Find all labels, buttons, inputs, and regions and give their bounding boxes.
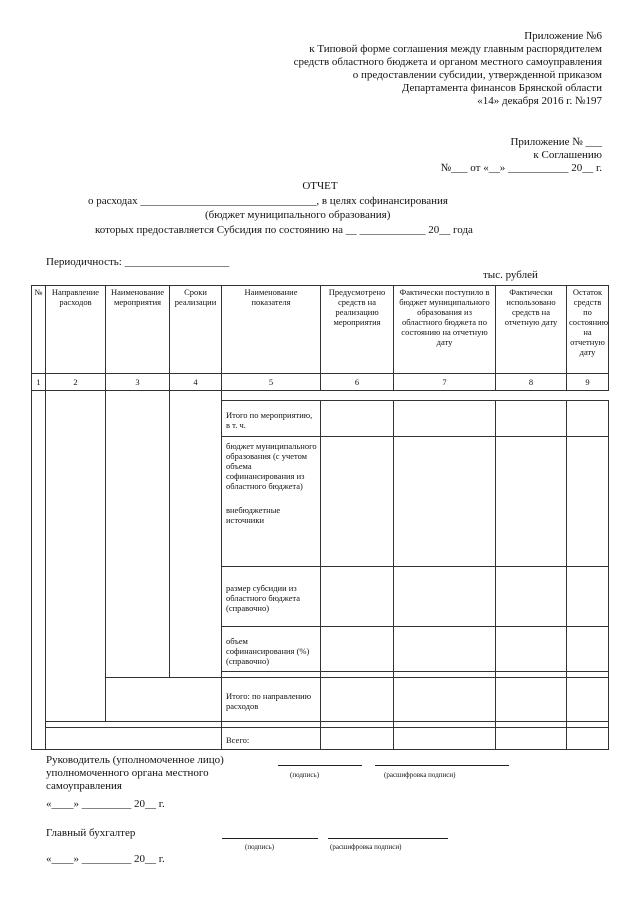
col-header: Направление расходов: [46, 286, 106, 374]
data-cell[interactable]: [394, 437, 496, 567]
signature-text: Руководитель (уполномоченное лицо): [46, 754, 224, 766]
data-cell[interactable]: [321, 627, 394, 672]
head-signature-label: [46, 754, 286, 793]
data-cell[interactable]: [567, 437, 609, 567]
col-header: Фактически поступило в бюджет муниципального образования из областного бюджета по состоянию на отчетную дату: [394, 286, 496, 374]
sign-caption: (подпись): [245, 843, 275, 851]
decode-caption: (расшифровка подписи): [384, 771, 456, 779]
header-line: о предоставлении субсидии, утвержденной приказом: [352, 69, 602, 81]
decode-caption: (расшифровка подписи): [330, 843, 402, 851]
data-cell[interactable]: [496, 567, 567, 627]
data-cell[interactable]: [394, 567, 496, 627]
table-row: [32, 728, 609, 750]
title-caption: (бюджет муниципального образования): [205, 209, 391, 221]
indicator-grand-total: Всего:: [222, 728, 321, 750]
accountant-label: Главный бухгалтер: [46, 827, 136, 839]
accountant-decode-line[interactable]: [328, 838, 448, 839]
sign-caption: (подпись): [290, 771, 320, 779]
data-cell[interactable]: [567, 567, 609, 627]
col-header: Предусмотрено средств на реализацию мероприятия: [321, 286, 394, 374]
data-cell[interactable]: [394, 678, 496, 722]
col-number: 1: [32, 374, 46, 391]
data-cell[interactable]: [567, 627, 609, 672]
spacer-row: [32, 391, 609, 401]
title-line: которых предоставляется Субсидия по состоянию на __ ____________ 20__ года: [95, 224, 473, 236]
cell-direction[interactable]: [46, 391, 106, 722]
head-decode-line[interactable]: [375, 765, 509, 766]
accountant-sign-line[interactable]: [222, 838, 318, 839]
indicator-total-direction: Итого: по направлению расходов: [222, 678, 321, 722]
data-cell[interactable]: [321, 437, 394, 567]
data-cell[interactable]: [496, 678, 567, 722]
col-number: 4: [170, 374, 222, 391]
header-line: «14» декабря 2016 г. №197: [477, 95, 602, 107]
header-line: Департамента финансов Брянской области: [401, 82, 602, 94]
data-cell[interactable]: [394, 627, 496, 672]
indicator-subsidy: размер субсидии из областного бюджета (справочно): [222, 567, 321, 627]
cell-event[interactable]: [106, 391, 170, 678]
signature-text: уполномоченного органа местного: [46, 767, 209, 779]
col-header: Остаток средств по состоянию на отчетную дату: [567, 286, 609, 374]
indicator-text: бюджет муниципального образования (с учетом объема софинансирования из областного бюджета): [226, 441, 317, 491]
indicator-municipal-budget: [222, 437, 321, 567]
data-cell[interactable]: [496, 627, 567, 672]
col-number: 2: [46, 374, 106, 391]
col-header: Наименование мероприятия: [106, 286, 170, 374]
attachment-line: №___ от «__» ___________ 20__ г.: [440, 162, 602, 174]
data-cell[interactable]: [567, 728, 609, 750]
indicator-text: внебюджетные источники: [226, 505, 281, 525]
title-line: о расходах ________________________________, в целях софинансирования: [88, 195, 448, 207]
col-number: 6: [321, 374, 394, 391]
header-line: средств областного бюджета и органом местного самоуправления: [293, 56, 602, 68]
data-cell[interactable]: [496, 437, 567, 567]
col-number: 9: [567, 374, 609, 391]
cell-period[interactable]: [170, 391, 222, 678]
data-cell[interactable]: [321, 567, 394, 627]
header-line: к Типовой форме соглашения между главным распорядителем: [309, 43, 602, 55]
periodicity: Периодичность: ___________________: [46, 256, 230, 268]
number-row: [32, 374, 609, 391]
indicator-total-event: Итого по мероприятию, в т. ч.: [222, 401, 321, 437]
attachment-line: к Соглашению: [533, 149, 602, 161]
data-cell[interactable]: [567, 678, 609, 722]
head-date[interactable]: «____» _________ 20__ г.: [46, 798, 165, 810]
signature-text: самоуправления: [46, 780, 122, 792]
data-cell[interactable]: [394, 728, 496, 750]
col-header: №: [32, 286, 46, 374]
report-title: ОТЧЕТ: [302, 180, 338, 192]
data-cell[interactable]: [321, 401, 394, 437]
col-header: Наименование показателя: [222, 286, 321, 374]
data-cell[interactable]: [496, 728, 567, 750]
attachment-block: [360, 136, 602, 175]
col-number: 5: [222, 374, 321, 391]
data-cell[interactable]: [394, 401, 496, 437]
data-cell[interactable]: [496, 401, 567, 437]
data-cell[interactable]: [321, 678, 394, 722]
header-line: Приложение №6: [524, 30, 602, 42]
col-number: 7: [394, 374, 496, 391]
cell-number[interactable]: [32, 391, 46, 750]
col-header: Сроки реализации: [170, 286, 222, 374]
units-label: тыс. рублей: [483, 269, 538, 281]
col-header: Фактически использовано средств на отчетную дату: [496, 286, 567, 374]
table-row: [32, 678, 609, 722]
data-cell[interactable]: [321, 728, 394, 750]
col-number: 8: [496, 374, 567, 391]
col-number: 3: [106, 374, 170, 391]
report-table: [31, 285, 609, 750]
attachment-line: Приложение № ___: [510, 136, 602, 148]
head-sign-line[interactable]: [278, 765, 362, 766]
data-cell[interactable]: [567, 401, 609, 437]
indicator-cofinancing: объем софинансирования (%) (справочно): [222, 627, 321, 672]
header-row: [32, 286, 609, 374]
header-block: [170, 30, 602, 108]
accountant-date[interactable]: «____» _________ 20__ г.: [46, 853, 165, 865]
